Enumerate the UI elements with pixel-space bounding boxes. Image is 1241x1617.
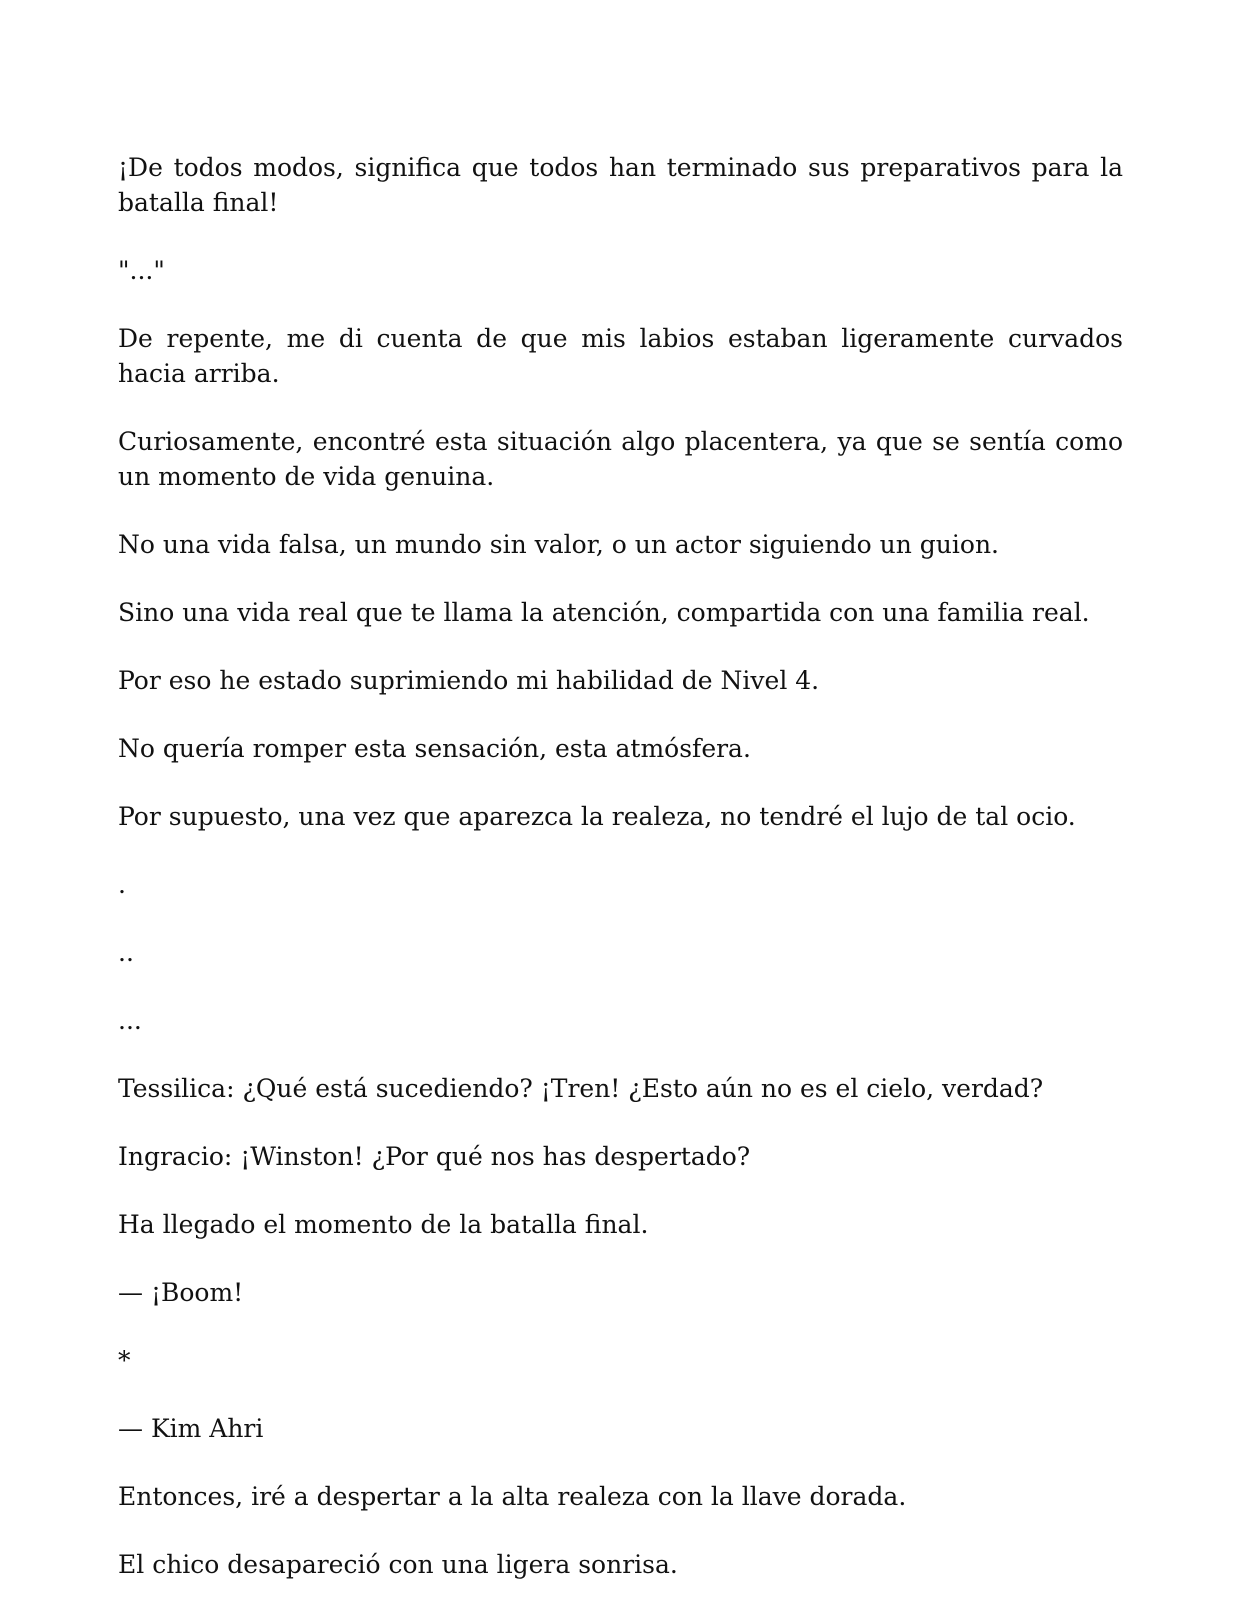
paragraph: — Kim Ahri	[118, 1414, 264, 1443]
paragraph: El chico desapareció con una ligera sonrisa.	[118, 1550, 678, 1579]
paragraph: ¡De todos modos, significa que todos han terminado sus preparativos para la batalla final!	[118, 153, 1123, 217]
paragraph: Entonces, iré a despertar a la alta realeza con la llave dorada.	[118, 1482, 907, 1511]
paragraph: "..."	[118, 256, 165, 285]
paragraph: Ingracio: ¡Winston! ¿Por qué nos has despertado?	[118, 1142, 751, 1171]
paragraph: Por eso he estado suprimiendo mi habilidad de Nivel 4.	[118, 666, 820, 695]
paragraph: Por supuesto, una vez que aparezca la realeza, no tendré el lujo de tal ocio.	[118, 802, 1076, 831]
paragraph: ..	[118, 938, 134, 967]
paragraph: No una vida falsa, un mundo sin valor, o un actor siguiendo un guion.	[118, 530, 1000, 559]
paragraph: Sino una vida real que te llama la atención, compartida con una familia real.	[118, 598, 1090, 627]
paragraph: ...	[118, 1006, 142, 1035]
paragraph: .	[118, 870, 126, 899]
document-body	[118, 150, 1123, 1615]
paragraph: Curiosamente, encontré esta situación algo placentera, ya que se sentía como un momento de vida genuina.	[118, 427, 1123, 491]
paragraph: Ha llegado el momento de la batalla final.	[118, 1210, 649, 1239]
paragraph: Tessilica: ¿Qué está sucediendo? ¡Tren! ¿Esto aún no es el cielo, verdad?	[118, 1074, 1044, 1103]
paragraph: De repente, me di cuenta de que mis labios estaban ligeramente curvados hacia arriba.	[118, 324, 1123, 388]
paragraph: No quería romper esta sensación, esta atmósfera.	[118, 734, 751, 763]
paragraph: — ¡Boom!	[118, 1278, 244, 1307]
paragraph: *	[118, 1346, 131, 1375]
